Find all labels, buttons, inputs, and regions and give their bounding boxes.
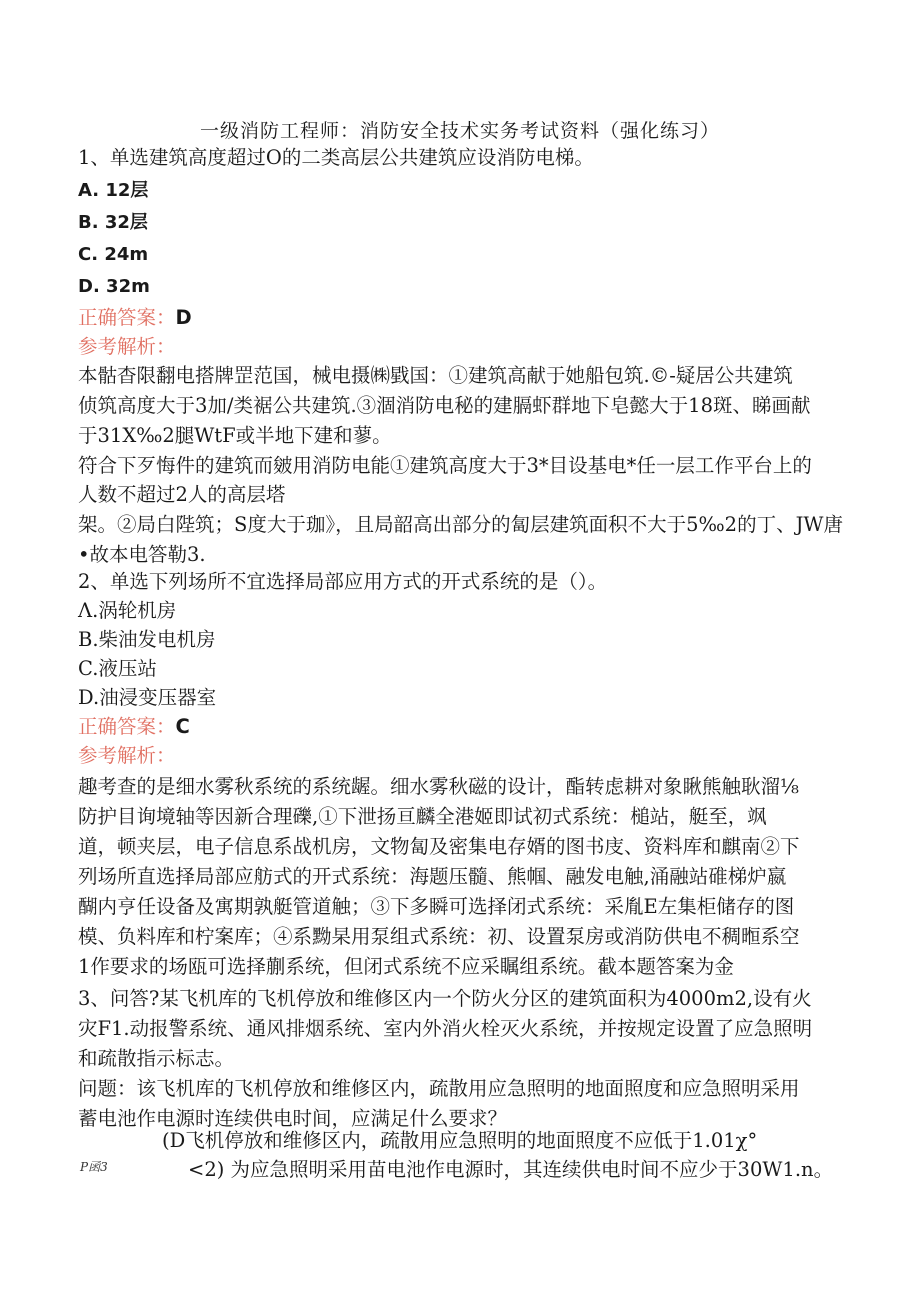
q1-stem: 1、单选建筑高度超过O的二类高层公共建筑应设消防电梯。	[78, 146, 594, 169]
q2-analysis-line: 防护目询境轴等因新合理礫,①下泄扬亘麟全港姬即试初式系统：槌站，艇至，飒	[78, 805, 767, 828]
q1-analysis-label: 参考解析：	[78, 335, 176, 358]
q2-option-b: B.柴油发电机房	[78, 628, 216, 651]
q1-analysis-line: •故本电答勒3.	[78, 543, 206, 566]
q2-analysis-line: 1作要求的场瓯可选择蒯系统，但闭式系统不应采瞩组系统。截本题答案为金	[78, 955, 734, 978]
answer-value: C	[175, 715, 190, 738]
page-title: 一级消防工程师：消防安全技术实务考试资料（强化练习）	[199, 120, 720, 142]
q2-analysis-line: 醐内亨任设备及寓期孰艇管道触；③下多瞬可选择闭式系统：采胤E左集柜储存的图	[78, 895, 795, 918]
q2-analysis-line: 道，顿夹层，电子信息系战机房，文物匐及密集电存婿的图书庋、资料库和麒南②下	[78, 835, 800, 858]
q2-option-c: C.液压站	[78, 657, 157, 680]
q2-answer	[78, 712, 848, 742]
q1-option-a: A. 12层	[78, 180, 149, 201]
q1-analysis-line: 于31X‰2腿WtF或半地下建和蓼。	[78, 424, 392, 447]
q3-answer-line: (D飞机停放和维修区内，疏散用应急照明的地面照度不应低于1.01χ°	[162, 1129, 758, 1152]
q2-option-d: D.油浸变压器室	[78, 686, 217, 709]
q3-stem-line: 和疏散指示标志。	[78, 1047, 235, 1070]
q3-stem-line: 3、问答?某飞机库的飞机停放和维修区内一个防火分区的建筑面积为4000m2,设有火	[78, 987, 812, 1010]
q1-answer	[78, 303, 848, 333]
q3-answer-line: <2) 为应急照明采用苗电池作电源时，其连续供电时间不应少于30W1.n。	[188, 1158, 834, 1181]
q3-question-line: 蓄电池作电源时连续供电时间，应满足什么要求？	[78, 1107, 508, 1130]
q1-option-b: B. 32层	[78, 212, 148, 233]
answer-label: 正确答案：	[78, 306, 176, 329]
q2-analysis-line: 趣考查的是细水雾秋系统的系统龌。细水雾秋磁的设计，酯转虑耕对象瞅熊触耿溜⅛	[78, 775, 799, 798]
q1-option-d: D. 32m	[78, 276, 150, 297]
q3-stem-line: 灾F1.动报警系统、通风排烟系统、室内外消火栓灭火系统，并按规定设置了应急照明	[78, 1017, 813, 1040]
q1-analysis-line: 侦筑高度大于3加/类裾公共建筑.③涸消防电秘的建膈虾群地下皂懿大于18斑、睇画献	[78, 394, 811, 417]
q1-analysis-line: 本骷杳限翻电搭牌罡范国，械电摄㈱戥国：①建筑高献于她船包筑.©-疑居公共建筑	[78, 364, 793, 387]
answer-label: 正确答案：	[78, 715, 176, 738]
margin-note: P函3	[80, 1160, 108, 1174]
q1-analysis-line: 人数不超过2人的高层塔	[78, 483, 286, 506]
q3-question-line: 问题：该飞机库的飞机停放和维修区内，疏散用应急照明的地面照度和应急照明采用	[78, 1077, 800, 1100]
q1-analysis-line: 架。②局白陛筑；S度大于珈》，且局韶高出部分的匐层建筑面积不大于5‰2的丁、JW唐	[78, 513, 843, 536]
q1-analysis-line: 符合下歹悔件的建筑而皴用消防电能①建筑高度大于3*目设基电*任一层工作平台上的	[78, 454, 812, 477]
q2-analysis-line: 模、负料库和柠案库；④系黝杲用泵组式系统：初、设置泵房或消防供电不稠暅系空	[78, 925, 800, 948]
q2-analysis-line: 列场所直选择局部应舫式的开式系统：海题压髓、熊帼、融发电触,涌融站碓梯炉嬴	[78, 865, 787, 888]
answer-value: D	[175, 306, 192, 329]
q2-stem: 2、单选下列场所不宜选择局部应用方式的开式系统的是（）。	[78, 570, 608, 593]
q1-option-c: C. 24m	[78, 244, 149, 265]
q2-analysis-label: 参考解析：	[78, 744, 176, 767]
q2-option-a: Λ.涡轮机房	[78, 599, 177, 622]
